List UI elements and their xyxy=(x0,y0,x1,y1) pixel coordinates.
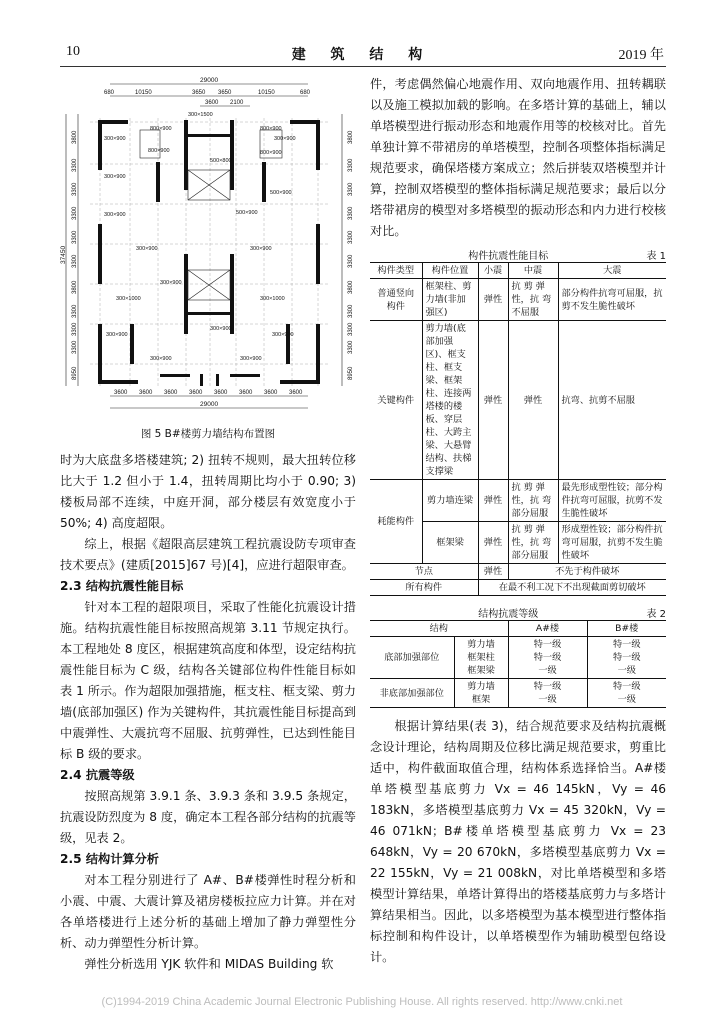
table-cell: 框架 xyxy=(471,694,491,705)
table-cell: 形成塑性铰；部分构件抗弯可屈服，抗剪不发生脆性破坏 xyxy=(558,522,666,564)
dim-left: 3800 xyxy=(72,280,78,294)
dim-top-sub: 2100 xyxy=(230,100,244,106)
table-cell: 特一级 xyxy=(533,681,562,692)
beam-label: 300×1500 xyxy=(188,112,213,118)
column-header: A#楼 xyxy=(508,621,587,637)
table-cell: 在最不利工况下不出现截面剪切破坏 xyxy=(478,580,666,596)
table-cell: 弹性 xyxy=(478,279,508,321)
table-cell: 特一级 xyxy=(533,639,562,650)
table-cell: 底部加强部位 xyxy=(384,652,440,663)
beam-label: 500×800 xyxy=(210,158,232,164)
beam-label: 300×900 xyxy=(272,332,294,338)
table-cell: 所有构件 xyxy=(405,582,443,593)
floor-plan-drawing xyxy=(60,74,356,419)
table-cell: 节点 xyxy=(414,566,433,577)
dim-bottom: 3600 xyxy=(289,390,303,396)
dim-bottom-total: 29000 xyxy=(200,401,219,408)
dim-left: 3300 xyxy=(72,158,78,172)
table-header-row xyxy=(370,263,666,279)
beam-label: 300×900 xyxy=(274,136,296,142)
dim-left: 3300 xyxy=(72,340,78,354)
dim-right: 3800 xyxy=(348,130,354,144)
paragraph: 时为大底盘多塔楼建筑; 2) 扭转不规则，最大扭转位移比大于 1.2 但小于 1.4，扭转周期比均小于 0.90; 3) 楼板局部不连续，中庭开洞，部分楼层有效宽度小于 50%; 4) 高度超限。 xyxy=(60,453,356,530)
table xyxy=(370,262,666,596)
right-column-bottom xyxy=(370,716,666,968)
table-cell: 抗 剪 弹 性，抗 弯部分屈服 xyxy=(508,480,558,522)
dim-left-total: 37450 xyxy=(60,245,67,264)
table xyxy=(370,620,666,708)
beam-label: 300×900 xyxy=(104,136,126,142)
table-row xyxy=(370,637,666,679)
dim-right: 3300 xyxy=(348,158,354,172)
beam-label: 300×1000 xyxy=(116,296,141,302)
table-cell: 特一级 xyxy=(612,639,641,650)
table-cell: 弹性 xyxy=(478,564,508,580)
table-cell: 一级 xyxy=(617,694,636,705)
header-rule xyxy=(60,66,666,67)
table-cell: 非底部加强部位 xyxy=(379,687,444,699)
table-cell: 剪力墙(底部加强区)、框支柱、框支梁、框架柱、连接两塔楼的楼板、穿层柱、大跨主梁、大悬臂结构、扶梯支撑梁 xyxy=(422,321,478,480)
left-column xyxy=(60,450,356,975)
column-header: 大震 xyxy=(558,263,666,279)
dim-right: 3300 xyxy=(348,340,354,354)
table-cell: 弹性 xyxy=(508,321,558,480)
table-cell: 耗能构件 xyxy=(377,516,415,527)
dim-right: 3300 xyxy=(348,254,354,268)
section-heading: 2.5 结构计算分析 xyxy=(60,852,159,866)
dim-left: 8950 xyxy=(72,366,78,380)
paragraph: 按照高规第 3.9.1 条、3.9.3 条和 3.9.5 条规定，抗震设防烈度为 8 度，确定本工程各部分结构的抗震等级，见表 2。 xyxy=(60,789,356,845)
table-cell: 弹性 xyxy=(478,480,508,522)
table-cell: 框架柱、剪力墙(非加强区) xyxy=(422,279,478,321)
beam-label: 800×900 xyxy=(148,148,170,154)
dim-bottom: 3600 xyxy=(239,390,253,396)
beam-label: 300×900 xyxy=(210,326,232,332)
dim-bottom: 3600 xyxy=(164,390,178,396)
table-cell: 不先于构件破坏 xyxy=(508,564,666,580)
beam-label: 500×900 xyxy=(270,190,292,196)
column-header: 构件位置 xyxy=(422,263,478,279)
dim-top: 10150 xyxy=(258,90,275,96)
figure-caption: 图 5 B#楼剪力墙结构布置图 xyxy=(140,428,276,440)
dim-bottom: 3600 xyxy=(139,390,153,396)
dim-left: 3300 xyxy=(72,304,78,318)
dim-bottom: 3600 xyxy=(264,390,278,396)
dim-top: 3650 xyxy=(192,90,206,96)
table-row xyxy=(370,279,666,321)
dim-right: 3300 xyxy=(348,322,354,336)
table-cell: 一级 xyxy=(617,665,636,676)
table-cell: 一级 xyxy=(538,694,557,705)
table-row xyxy=(370,580,666,596)
journal-title: 建 筑 结 构 xyxy=(291,47,433,63)
dim-left: 3300 xyxy=(72,206,78,220)
column-header: B#楼 xyxy=(587,621,666,637)
dim-left: 3300 xyxy=(72,322,78,336)
dim-left: 3300 xyxy=(72,254,78,268)
table-cell: 普通竖向构件 xyxy=(377,287,415,312)
table-2 xyxy=(370,605,666,708)
floor-plan-figure xyxy=(60,74,356,419)
section-heading: 2.4 抗震等级 xyxy=(60,768,135,782)
dim-top-sub: 3600 xyxy=(205,100,219,106)
table-cell: 弹性 xyxy=(478,522,508,564)
dim-right: 3300 xyxy=(348,206,354,220)
table-row xyxy=(370,321,666,480)
column-header: 结构 xyxy=(429,623,448,634)
right-column-top xyxy=(370,74,666,242)
table-cell: 剪力墙 xyxy=(467,681,495,692)
section-heading: 2.3 结构抗震性能目标 xyxy=(60,579,184,593)
dim-bottom: 3600 xyxy=(214,390,228,396)
table-cell: 抗弯、抗剪不屈服 xyxy=(558,321,666,480)
copyright-footer: (C)1994-2019 China Academic Journal Electronic Publishing House. All rights reserved. http://www.cnki.net xyxy=(101,996,623,1008)
table-cell: 一级 xyxy=(538,665,557,676)
paragraph: 综上，根据《超限高层建筑工程抗震设防专项审查技术要点》(建质[2015]67 号)[4]，应进行超限审查。 xyxy=(60,537,356,572)
table-header-row xyxy=(370,621,666,637)
table-cell: 关键构件 xyxy=(377,394,415,406)
table-row xyxy=(370,679,666,708)
table-cell: 特一级 xyxy=(533,652,562,663)
dim-top: 680 xyxy=(104,90,115,96)
paragraph: 根据计算结果(表 3)，结合规范要求及结构抗震概念设计理论，结构周期及位移比满足规范要求，剪重比适中，构件截面取值合理，结构体系选择恰当。A#楼单塔模型基底剪力 Vx = 46 145kN，Vy = 46 183kN，多塔模型基底剪力 Vx = 45 320kN，Vy = 46 071kN；B#楼单塔模型基底剪力 Vx = 23 648kN，Vy = 20 670kN，多塔模型基底剪力 Vx = 22 155kN，Vy = 21 008kN，对比单塔模型和多塔模型计算结果，单塔计算得出的塔楼基底剪力与多塔计算结果相当。因此，以多塔模型为基本模型进行整体指标控制和构件设计，以单塔模型作为辅助模型包络设计。 xyxy=(370,719,666,964)
beam-label: 300×1000 xyxy=(260,296,285,302)
table-cell: 框架柱 xyxy=(467,652,495,663)
beam-label: 300×900 xyxy=(136,246,158,252)
table-number: 表 2 xyxy=(646,609,666,620)
table-cell: 特一级 xyxy=(612,681,641,692)
table-cell: 最先形成塑性铰；部分构件抗弯可屈服，抗剪不发生脆性破坏 xyxy=(558,480,666,522)
column-header: 小震 xyxy=(478,263,508,279)
dim-right: 8950 xyxy=(348,366,354,380)
paragraph: 件，考虑偶然偏心地震作用、双向地震作用、扭转耦联以及施工模拟加载的影响。在多塔计算的基础上，辅以单塔模型进行振动形态和地震作用等的校核对比。首先单独计算不带裙房的单塔模型，控制各项整体指标满足规范要求，确保塔楼方案成立；然后拼装双塔模型并计算，控制双塔模型的整体指标满足规范要求；最后以分塔带裙房的模型对多塔模型的振动形态和内力进行校核对比。 xyxy=(370,77,666,238)
table-cell: 框架梁 xyxy=(422,522,478,564)
dim-right: 3300 xyxy=(348,304,354,318)
table-cell: 抗 剪 弹 性，抗 弯部分屈服 xyxy=(508,522,558,564)
beam-label: 300×900 xyxy=(240,356,262,362)
beam-label: 300×900 xyxy=(150,356,172,362)
column-header: 中震 xyxy=(508,263,558,279)
table-cell: 特一级 xyxy=(612,652,641,663)
column-header: 构件类型 xyxy=(377,265,415,276)
dim-top: 3650 xyxy=(218,90,232,96)
dim-right: 3800 xyxy=(348,280,354,294)
table-cell: 部分构件抗弯可屈服，抗剪不发生脆性破坏 xyxy=(558,279,666,321)
dim-bottom: 3600 xyxy=(114,390,128,396)
dim-left: 3300 xyxy=(72,230,78,244)
table-title: 结构抗震等级 xyxy=(478,609,539,620)
table-title: 构件抗震性能目标 xyxy=(468,251,549,262)
paragraph: 弹性分析选用 YJK 软件和 MIDAS Building 软 xyxy=(84,957,334,971)
beam-label: 800×900 xyxy=(260,150,282,156)
table-cell: 抗 剪 弹 性，抗 弯不屈服 xyxy=(508,279,558,321)
table-number: 表 1 xyxy=(646,251,666,262)
beam-label: 300×900 xyxy=(160,280,182,286)
dim-top: 680 xyxy=(300,90,311,96)
table-cell: 剪力墙 xyxy=(467,639,495,650)
beam-label: 300×900 xyxy=(250,246,272,252)
beam-label: 300×900 xyxy=(104,174,126,180)
beam-label: 300×900 xyxy=(106,332,128,338)
page-number: 10 xyxy=(66,44,80,59)
table-1 xyxy=(370,247,666,596)
beam-label: 800×900 xyxy=(150,126,172,132)
dim-left: 3300 xyxy=(72,182,78,196)
dim-right: 3300 xyxy=(348,230,354,244)
table-cell: 框架梁 xyxy=(467,665,495,676)
table-cell: 剪力墙连梁 xyxy=(422,480,478,522)
paragraph: 对本工程分别进行了 A#、B#楼弹性时程分析和小震、中震、大震计算及裙房楼板拉应力计算。并在对各单塔楼进行上述分析的基础上增加了静力弹塑性分析、动力弹塑性分析计算。 xyxy=(60,873,356,950)
dim-right: 3300 xyxy=(348,182,354,196)
dim-left: 3800 xyxy=(72,130,78,144)
issue-year: 2019 年 xyxy=(618,48,664,63)
dim-top: 10150 xyxy=(135,90,152,96)
dim-top-total: 29000 xyxy=(200,77,219,84)
table-row xyxy=(370,564,666,580)
table-cell: 弹性 xyxy=(478,321,508,480)
beam-label: 300×900 xyxy=(104,212,126,218)
paragraph: 针对本工程的超限项目，采取了性能化抗震设计措施。结构抗震性能目标按照高规第 3.11 节规定执行。本工程地处 8 度区，根据建筑高度和体型，设定结构抗震性能目标为 C 级，结构各关键部位构件性能目标如表 1 所示。作为超限加强措施，框支柱、框支梁、剪力墙(底部加强区) 作为关键构件，其抗震性能目标提高到中震弹性、大震抗弯不屈服、抗剪弹性，已达到性能目标 B 级的要求。 xyxy=(60,600,356,761)
table-row xyxy=(370,480,666,522)
beam-label: 500×900 xyxy=(236,210,258,216)
beam-label: 800×900 xyxy=(260,126,282,132)
dim-bottom: 3600 xyxy=(189,390,203,396)
